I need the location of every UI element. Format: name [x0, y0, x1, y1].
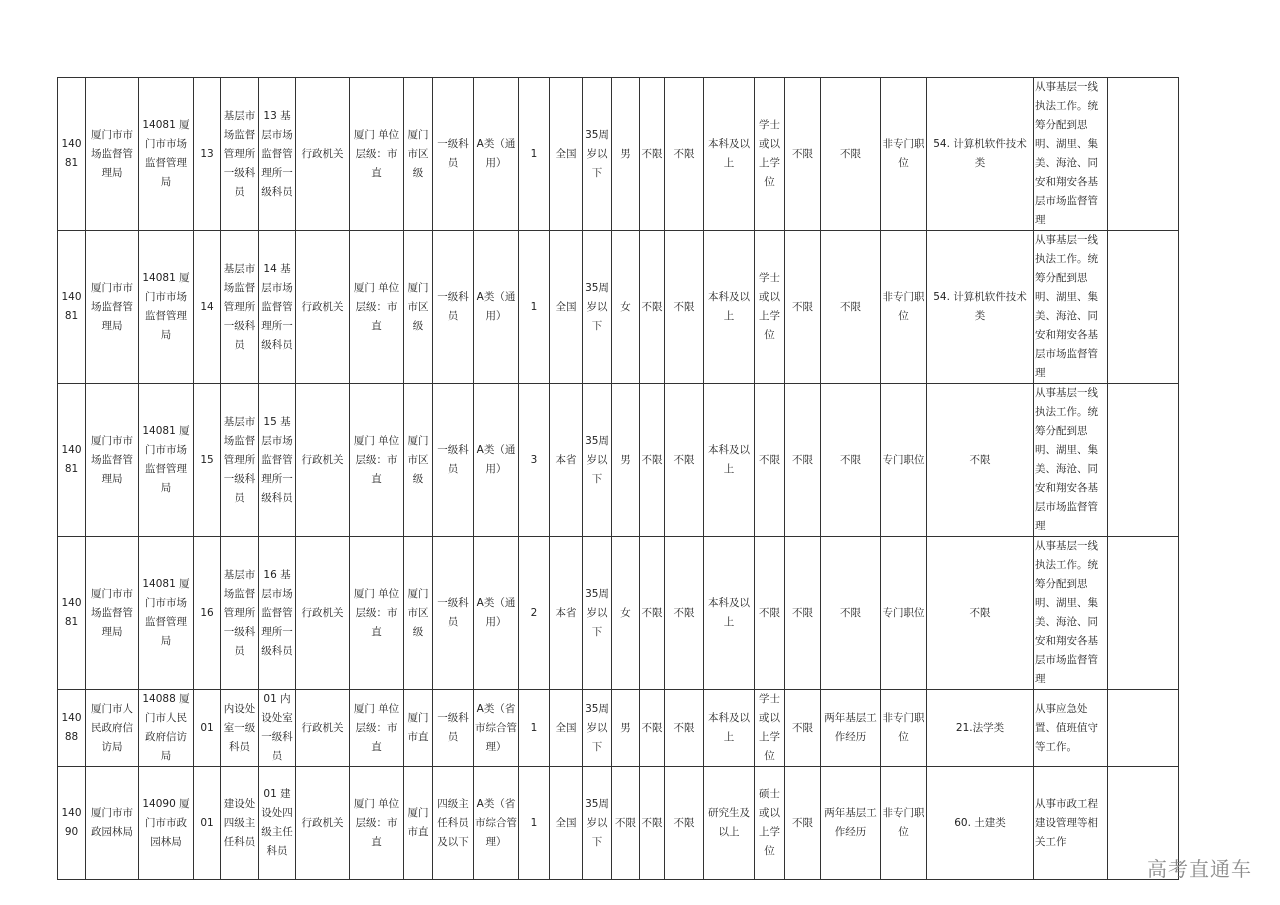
cell-c2: 不限: [665, 537, 704, 690]
cell-gender: 女: [612, 231, 640, 384]
cell-exam-cat: A类（省市综合管理）: [474, 767, 519, 880]
cell-exam-cat: A类（通用）: [474, 78, 519, 231]
cell-c3: 不限: [785, 231, 821, 384]
cell-degree: 硕士或以上学位: [755, 767, 785, 880]
cell-code: 14090: [58, 767, 86, 880]
cell-num: 1: [519, 78, 550, 231]
cell-pos-code-name: 01 内设处室一级科员: [259, 690, 296, 767]
cell-extra: [1108, 231, 1179, 384]
cell-gender: 不限: [612, 767, 640, 880]
cell-unit: 14081 厦门市市场监督管理局: [139, 231, 194, 384]
cell-c3: 不限: [785, 384, 821, 537]
cell-num: 1: [519, 231, 550, 384]
cell-dept: 厦门市市场监督管理局: [86, 78, 139, 231]
cell-age: 35周岁以下: [583, 78, 612, 231]
cell-degree: 学士或以上学位: [755, 78, 785, 231]
cell-specialized: 非专门职位: [881, 767, 927, 880]
cell-pos-name: 基层市场监督管理所一级科员: [221, 384, 259, 537]
cell-unit: 14081 厦门市市场监督管理局: [139, 78, 194, 231]
watermark: 高考直通车: [1147, 857, 1252, 881]
cell-education: 本科及以上: [704, 537, 755, 690]
cell-pos-code-name: 14 基层市场监督管理所一级科员: [259, 231, 296, 384]
cell-pos-name: 基层市场监督管理所一级科员: [221, 78, 259, 231]
cell-degree: 学士或以上学位: [755, 690, 785, 767]
cell-scope: 本省: [550, 384, 583, 537]
cell-unit-type: 行政机关: [296, 767, 350, 880]
cell-age: 35周岁以下: [583, 231, 612, 384]
cell-extra: [1108, 690, 1179, 767]
cell-experience: 不限: [821, 537, 881, 690]
cell-unit: 14081 厦门市市场监督管理局: [139, 537, 194, 690]
positions-table: [57, 77, 1179, 880]
cell-age: 35周岁以下: [583, 690, 612, 767]
cell-unit: 14090 厦门市市政园林局: [139, 767, 194, 880]
cell-rank: 四级主任科员及以下: [433, 767, 474, 880]
cell-education: 本科及以上: [704, 690, 755, 767]
cell-district: 厦门市直: [404, 690, 433, 767]
cell-unit-type: 行政机关: [296, 78, 350, 231]
cell-unit-type: 行政机关: [296, 690, 350, 767]
cell-experience: 不限: [821, 384, 881, 537]
cell-pos-name: 基层市场监督管理所一级科员: [221, 537, 259, 690]
cell-c1: 不限: [640, 537, 665, 690]
cell-degree: 学士或以上学位: [755, 231, 785, 384]
cell-extra: [1108, 384, 1179, 537]
cell-pos-name: 基层市场监督管理所一级科员: [221, 231, 259, 384]
cell-pos-no: 13: [194, 78, 221, 231]
cell-pos-name: 建设处四级主任科员: [221, 767, 259, 880]
cell-c3: 不限: [785, 767, 821, 880]
cell-pos-code-name: 15 基层市场监督管理所一级科员: [259, 384, 296, 537]
cell-c2: 不限: [665, 78, 704, 231]
cell-remarks: 从事基层一线执法工作。统筹分配到思明、湖里、集美、海沧、同安和翔安各基层市场监督管理: [1034, 384, 1108, 537]
cell-num: 3: [519, 384, 550, 537]
cell-experience: 不限: [821, 231, 881, 384]
cell-education: 本科及以上: [704, 384, 755, 537]
cell-unit-level: 厦门 单位层级：市直: [350, 537, 404, 690]
cell-pos-code-name: 13 基层市场监督管理所一级科员: [259, 78, 296, 231]
cell-degree: 不限: [755, 537, 785, 690]
cell-rank: 一级科员: [433, 537, 474, 690]
cell-unit-type: 行政机关: [296, 384, 350, 537]
cell-pos-no: 16: [194, 537, 221, 690]
cell-code: 14081: [58, 78, 86, 231]
cell-rank: 一级科员: [433, 231, 474, 384]
cell-c2: 不限: [665, 384, 704, 537]
table-row: [58, 767, 1179, 880]
cell-education: 本科及以上: [704, 231, 755, 384]
cell-remarks: 从事基层一线执法工作。统筹分配到思明、湖里、集美、海沧、同安和翔安各基层市场监督管理: [1034, 231, 1108, 384]
cell-scope: 全国: [550, 767, 583, 880]
cell-district: 厦门市直: [404, 767, 433, 880]
cell-c2: 不限: [665, 690, 704, 767]
cell-dept: 厦门市市场监督管理局: [86, 384, 139, 537]
cell-education: 研究生及以上: [704, 767, 755, 880]
table-row: [58, 78, 1179, 231]
cell-specialized: 非专门职位: [881, 231, 927, 384]
cell-pos-no: 01: [194, 767, 221, 880]
cell-gender: 男: [612, 78, 640, 231]
cell-district: 厦门市区级: [404, 384, 433, 537]
cell-c1: 不限: [640, 767, 665, 880]
cell-code: 14088: [58, 690, 86, 767]
cell-c3: 不限: [785, 78, 821, 231]
cell-scope: 全国: [550, 78, 583, 231]
cell-c3: 不限: [785, 690, 821, 767]
cell-age: 35周岁以下: [583, 767, 612, 880]
cell-unit-level: 厦门 单位层级：市直: [350, 690, 404, 767]
cell-major: 54. 计算机软件技术类: [927, 231, 1034, 384]
cell-gender: 男: [612, 384, 640, 537]
table-row: [58, 231, 1179, 384]
cell-major: 60. 土建类: [927, 767, 1034, 880]
cell-num: 1: [519, 690, 550, 767]
cell-pos-name: 内设处室一级科员: [221, 690, 259, 767]
cell-c1: 不限: [640, 690, 665, 767]
cell-major: 不限: [927, 384, 1034, 537]
table-row: [58, 537, 1179, 690]
cell-remarks: 从事应急处置、值班值守等工作。: [1034, 690, 1108, 767]
cell-unit-type: 行政机关: [296, 537, 350, 690]
cell-major: 21.法学类: [927, 690, 1034, 767]
cell-dept: 厦门市市场监督管理局: [86, 537, 139, 690]
cell-remarks: 从事市政工程建设管理等相关工作: [1034, 767, 1108, 880]
cell-age: 35周岁以下: [583, 537, 612, 690]
cell-scope: 全国: [550, 690, 583, 767]
cell-code: 14081: [58, 231, 86, 384]
cell-gender: 男: [612, 690, 640, 767]
cell-major: 54. 计算机软件技术类: [927, 78, 1034, 231]
cell-unit-level: 厦门 单位层级：市直: [350, 384, 404, 537]
cell-district: 厦门市区级: [404, 537, 433, 690]
cell-num: 1: [519, 767, 550, 880]
cell-specialized: 专门职位: [881, 537, 927, 690]
cell-code: 14081: [58, 537, 86, 690]
cell-exam-cat: A类（省市综合管理）: [474, 690, 519, 767]
cell-rank: 一级科员: [433, 384, 474, 537]
table-row: [58, 690, 1179, 767]
cell-unit-level: 厦门 单位层级：市直: [350, 78, 404, 231]
cell-age: 35周岁以下: [583, 384, 612, 537]
cell-specialized: 非专门职位: [881, 78, 927, 231]
cell-remarks: 从事基层一线执法工作。统筹分配到思明、湖里、集美、海沧、同安和翔安各基层市场监督管理: [1034, 537, 1108, 690]
cell-unit-level: 厦门 单位层级：市直: [350, 231, 404, 384]
cell-exam-cat: A类（通用）: [474, 231, 519, 384]
cell-remarks: 从事基层一线执法工作。统筹分配到思明、湖里、集美、海沧、同安和翔安各基层市场监督管理: [1034, 78, 1108, 231]
cell-scope: 本省: [550, 537, 583, 690]
cell-pos-no: 01: [194, 690, 221, 767]
cell-unit: 14081 厦门市市场监督管理局: [139, 384, 194, 537]
cell-unit-level: 厦门 单位层级：市直: [350, 767, 404, 880]
cell-unit: 14088 厦门市人民政府信访局: [139, 690, 194, 767]
cell-pos-no: 14: [194, 231, 221, 384]
cell-extra: [1108, 78, 1179, 231]
cell-experience: 不限: [821, 78, 881, 231]
cell-exam-cat: A类（通用）: [474, 384, 519, 537]
cell-c3: 不限: [785, 537, 821, 690]
cell-education: 本科及以上: [704, 78, 755, 231]
cell-c2: 不限: [665, 231, 704, 384]
table-row: [58, 384, 1179, 537]
cell-c1: 不限: [640, 231, 665, 384]
cell-c1: 不限: [640, 384, 665, 537]
cell-exam-cat: A类（通用）: [474, 537, 519, 690]
cell-code: 14081: [58, 384, 86, 537]
cell-gender: 女: [612, 537, 640, 690]
cell-specialized: 专门职位: [881, 384, 927, 537]
cell-pos-code-name: 01 建设处四级主任科员: [259, 767, 296, 880]
cell-extra: [1108, 537, 1179, 690]
cell-c2: 不限: [665, 767, 704, 880]
cell-unit-type: 行政机关: [296, 231, 350, 384]
cell-scope: 全国: [550, 231, 583, 384]
cell-dept: 厦门市市政园林局: [86, 767, 139, 880]
cell-pos-no: 15: [194, 384, 221, 537]
cell-district: 厦门市区级: [404, 78, 433, 231]
cell-num: 2: [519, 537, 550, 690]
cell-rank: 一级科员: [433, 78, 474, 231]
cell-degree: 不限: [755, 384, 785, 537]
cell-dept: 厦门市人民政府信访局: [86, 690, 139, 767]
cell-experience: 两年基层工作经历: [821, 690, 881, 767]
cell-c1: 不限: [640, 78, 665, 231]
cell-specialized: 非专门职位: [881, 690, 927, 767]
cell-pos-code-name: 16 基层市场监督管理所一级科员: [259, 537, 296, 690]
cell-district: 厦门市区级: [404, 231, 433, 384]
cell-rank: 一级科员: [433, 690, 474, 767]
cell-experience: 两年基层工作经历: [821, 767, 881, 880]
cell-major: 不限: [927, 537, 1034, 690]
cell-dept: 厦门市市场监督管理局: [86, 231, 139, 384]
